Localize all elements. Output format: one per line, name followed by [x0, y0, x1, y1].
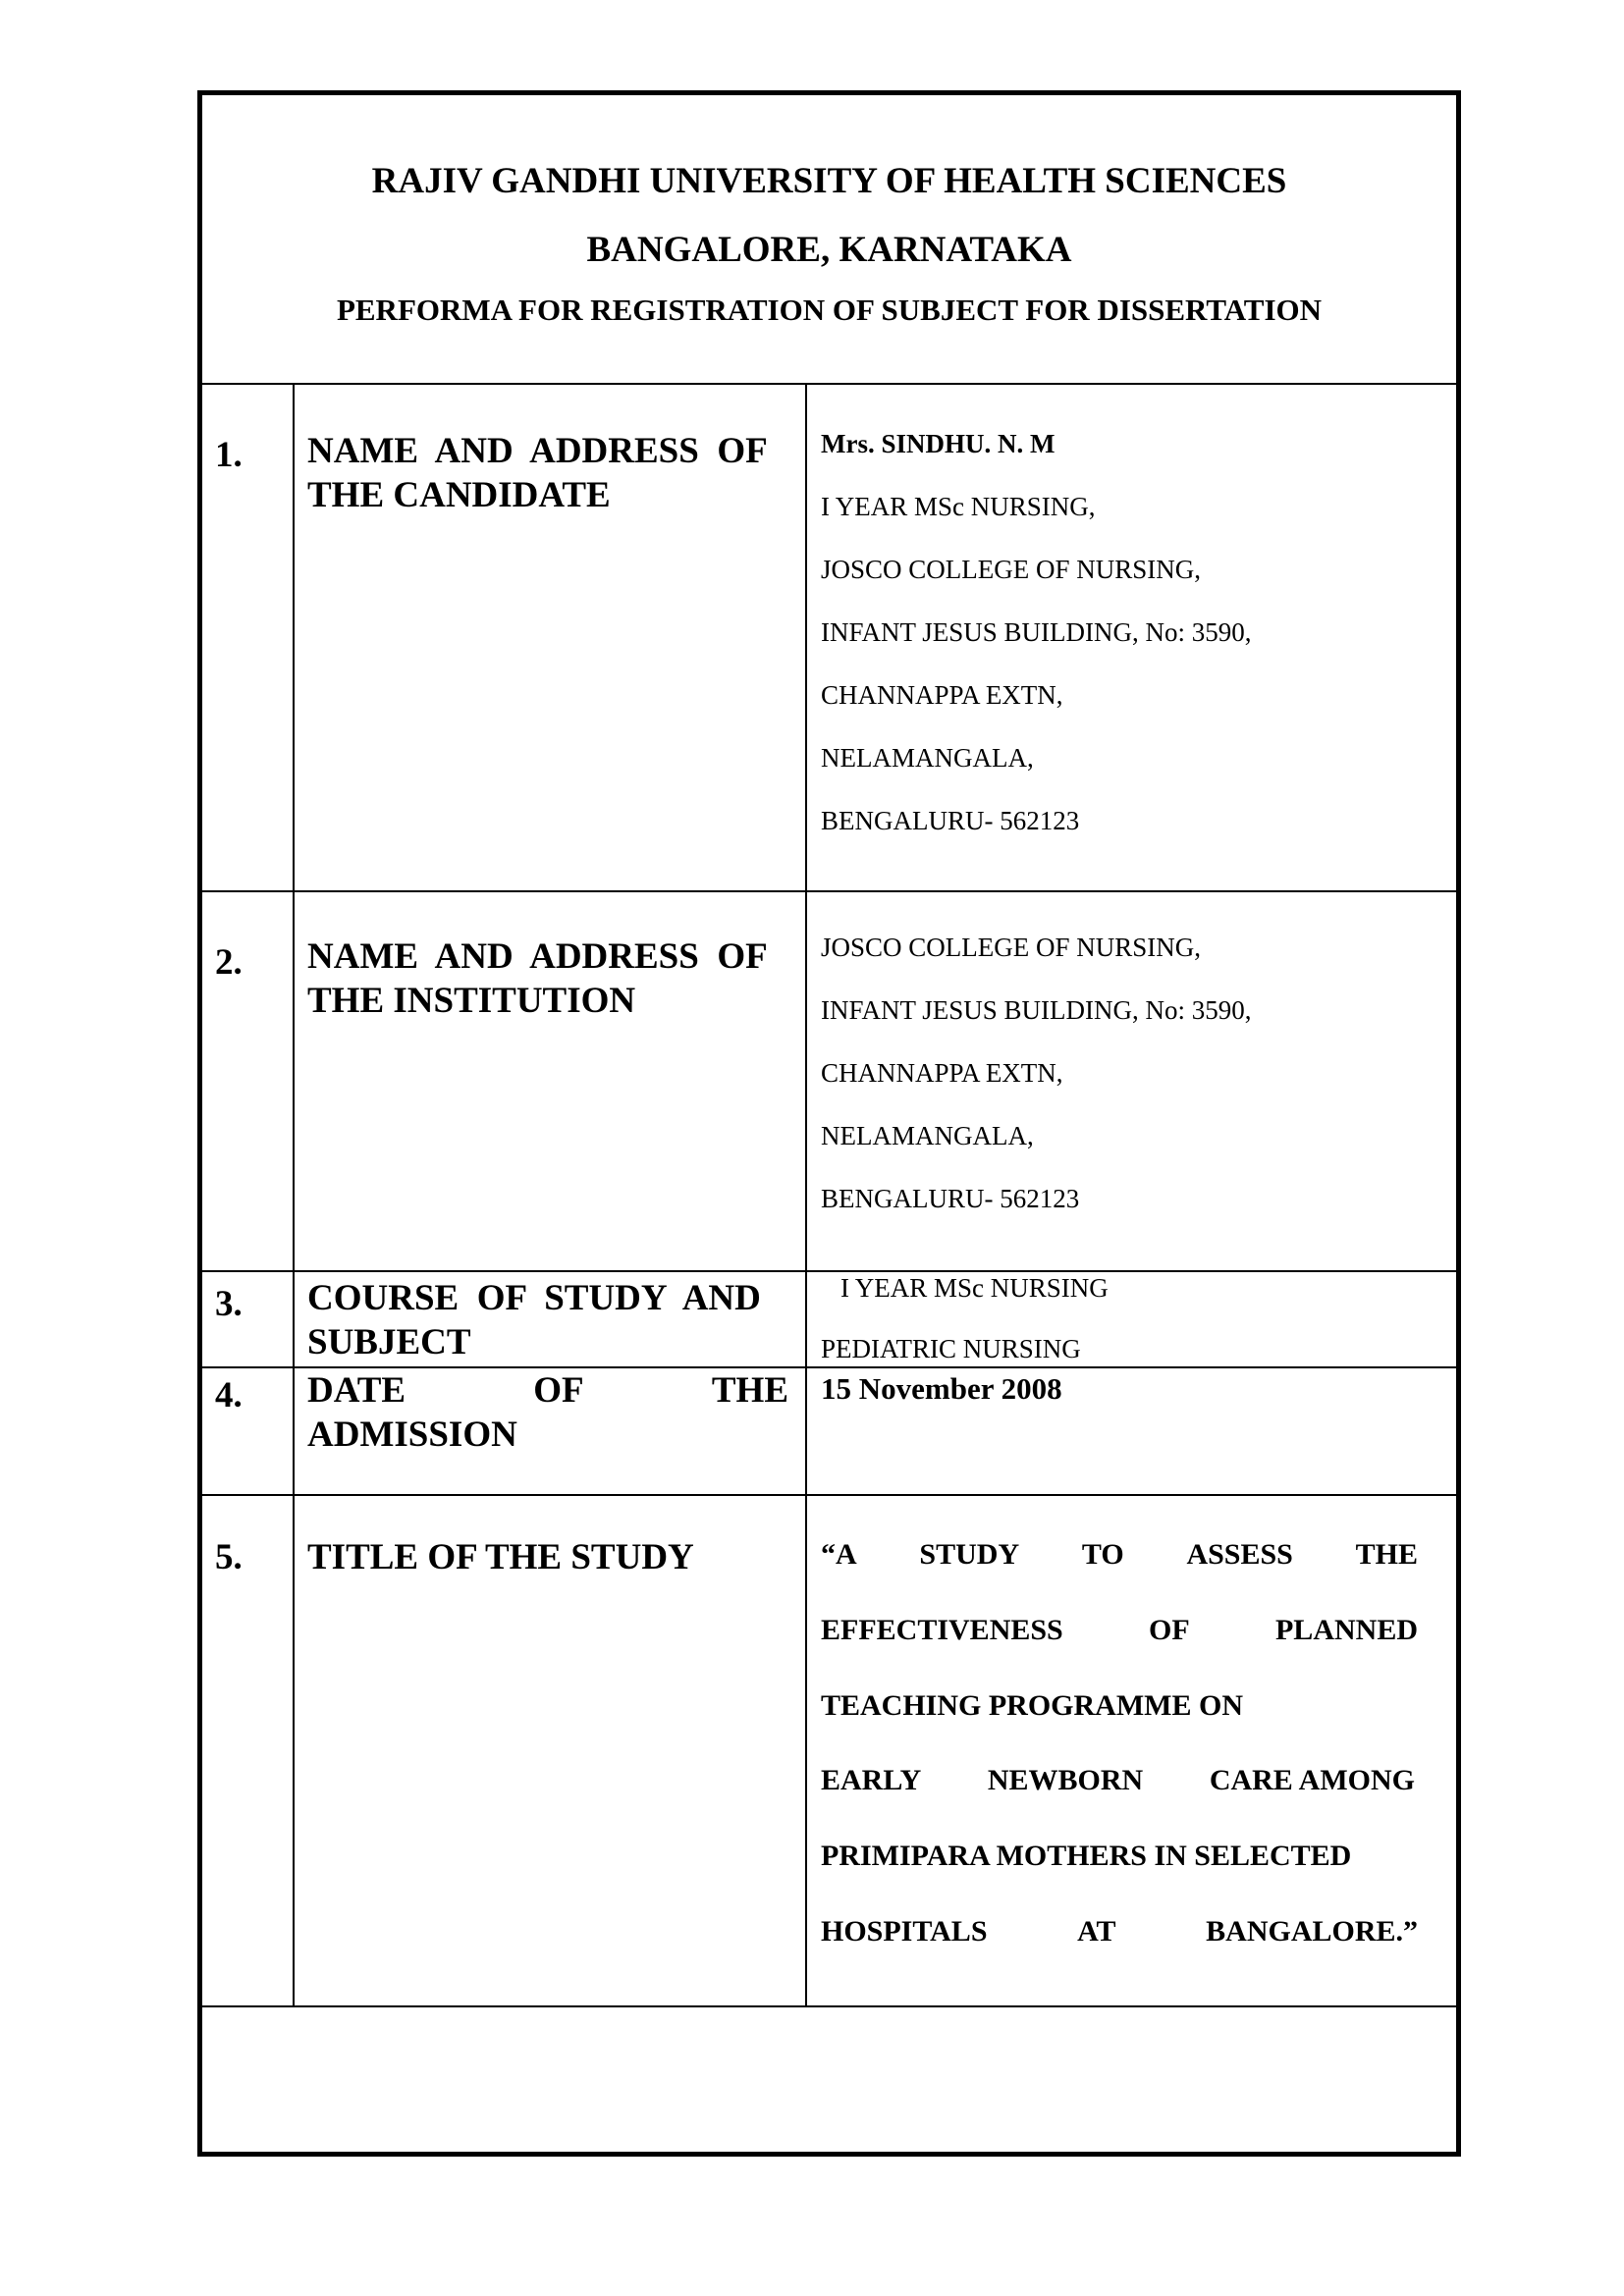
subject-line: PEDIATRIC NURSING	[821, 1334, 1081, 1363]
row-label-line: NAME AND ADDRESS OF	[307, 431, 768, 471]
title-word: HOSPITALS	[821, 1915, 988, 1948]
title-word: EFFECTIVENESS	[821, 1614, 1063, 1646]
row-label-line: SUBJECT	[307, 1322, 471, 1362]
row-label	[307, 1276, 761, 1364]
row-divider	[202, 1494, 1456, 1496]
row-number: 4.	[215, 1375, 243, 1415]
study-title-line: PRIMIPARA MOTHERS IN SELECTED	[821, 1840, 1352, 1872]
row-divider	[202, 383, 1456, 385]
row-number: 1.	[215, 435, 243, 475]
row-divider	[202, 1270, 1456, 1272]
title-word: PLANNED	[1274, 1614, 1418, 1646]
row-label	[307, 934, 768, 1023]
title-word: ASSESS	[1186, 1538, 1293, 1571]
row-number: 2.	[215, 942, 243, 983]
address-line: I YEAR MSc NURSING,	[821, 492, 1096, 521]
address-line: JOSCO COLLEGE OF NURSING,	[821, 555, 1202, 584]
address-line: INFANT JESUS BUILDING, No: 3590,	[821, 617, 1252, 647]
label-word: THE	[711, 1370, 788, 1411]
row-number: 3.	[215, 1284, 243, 1324]
title-word: CARE AMONG	[1209, 1764, 1415, 1796]
title-word: NEWBORN	[987, 1764, 1144, 1796]
label-word: OF	[533, 1370, 584, 1411]
column-divider	[293, 383, 295, 2005]
row-divider	[202, 890, 1456, 892]
address-line: BENGALURU- 562123	[821, 1184, 1080, 1213]
column-divider	[805, 383, 807, 2005]
title-word: THE	[1355, 1538, 1418, 1571]
title-word: EARLY	[821, 1764, 922, 1796]
label-word: DATE	[307, 1370, 406, 1411]
study-title-line	[821, 1538, 1418, 1572]
candidate-name: Mrs. SINDHU. N. M	[821, 429, 1056, 458]
study-title-line	[821, 1764, 1415, 1797]
form-title: PERFORMA FOR REGISTRATION OF SUBJECT FOR DISSERTATION	[336, 293, 1323, 327]
row-label-line: ADMISSION	[307, 1415, 517, 1455]
study-title-line	[821, 1915, 1418, 1949]
title-word: OF	[1149, 1614, 1190, 1646]
row-number: 5.	[215, 1537, 243, 1577]
title-word: STUDY	[919, 1538, 1020, 1571]
address-line: NELAMANGALA,	[821, 743, 1034, 773]
university-name: RAJIV GANDHI UNIVERSITY OF HEALTH SCIENCES	[371, 161, 1287, 201]
row-divider	[202, 2005, 1456, 2007]
university-location: BANGALORE, KARNATAKA	[586, 230, 1072, 270]
row-label	[307, 1368, 788, 1457]
row-label-line	[307, 1368, 788, 1413]
address-line: JOSCO COLLEGE OF NURSING,	[821, 933, 1202, 962]
row-label-line: THE CANDIDATE	[307, 475, 611, 515]
title-word: BANGALORE.”	[1206, 1915, 1418, 1948]
form-frame	[197, 90, 1461, 2157]
row-label-line: COURSE OF STUDY AND	[307, 1278, 761, 1318]
course-line: I YEAR MSc NURSING	[840, 1273, 1109, 1303]
title-word: AT	[1077, 1915, 1116, 1948]
address-line: CHANNAPPA EXTN,	[821, 1058, 1063, 1088]
row-label-line: THE INSTITUTION	[307, 981, 636, 1021]
title-word: “A	[821, 1538, 857, 1571]
address-line: NELAMANGALA,	[821, 1121, 1034, 1150]
study-title-line	[821, 1614, 1418, 1647]
title-word: TO	[1081, 1538, 1124, 1571]
address-line: BENGALURU- 562123	[821, 806, 1080, 835]
row-label	[307, 429, 788, 517]
address-line: CHANNAPPA EXTN,	[821, 680, 1063, 710]
admission-date: 15 November 2008	[821, 1371, 1062, 1406]
address-line: INFANT JESUS BUILDING, No: 3590,	[821, 995, 1252, 1025]
row-label-line: NAME AND ADDRESS OF	[307, 936, 768, 977]
row-label: TITLE OF THE STUDY	[307, 1537, 694, 1577]
study-title-line: TEACHING PROGRAMME ON	[821, 1689, 1243, 1722]
